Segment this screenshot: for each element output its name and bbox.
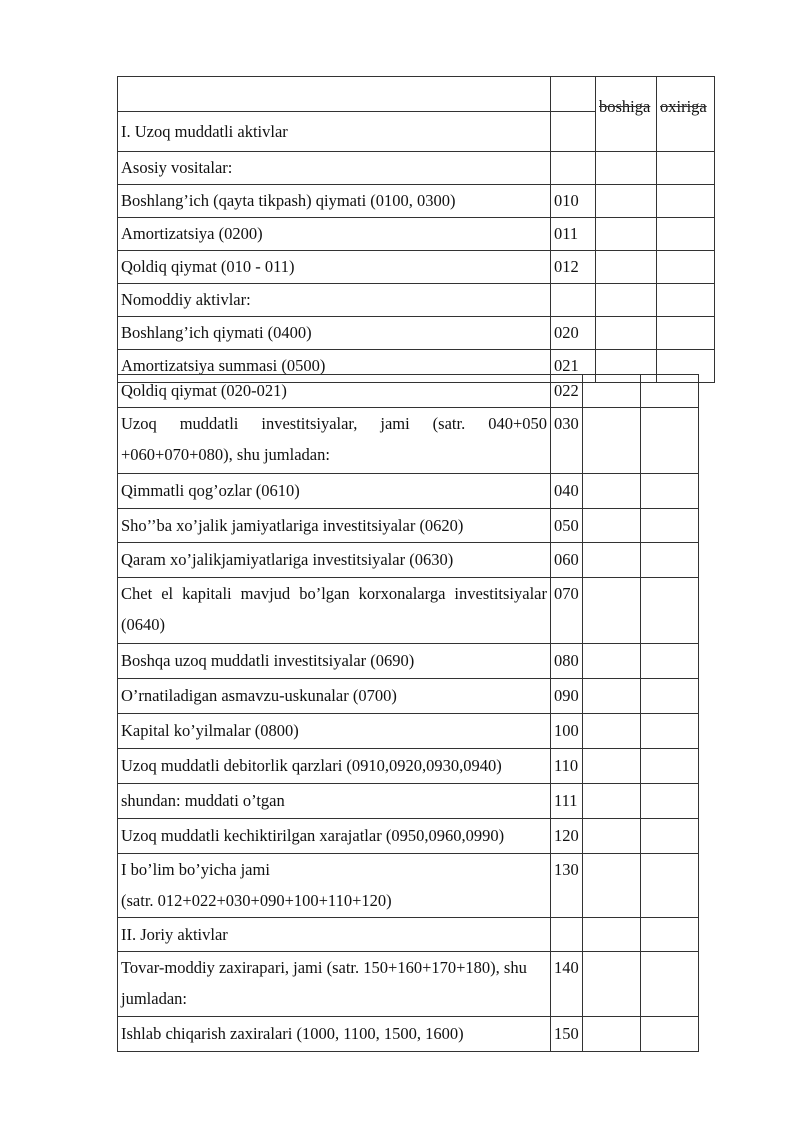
row-boshiga-cell <box>583 408 641 474</box>
row-label: Ishlab chiqarish zaxiralari (1000, 1100, 1500, 1600) <box>118 1017 551 1052</box>
table-row <box>118 251 715 284</box>
table-row <box>118 408 699 474</box>
row-code: 111 <box>551 784 583 819</box>
row-oxiriga-cell <box>657 218 715 251</box>
row-boshiga-cell <box>583 749 641 784</box>
row-oxiriga-cell <box>657 251 715 284</box>
header-empty-code-cell <box>551 77 596 112</box>
row-label: I bo’lim bo’yicha jami <box>121 860 270 879</box>
row-boshiga-cell <box>583 918 641 952</box>
table-row <box>118 1017 699 1052</box>
row-oxiriga-cell <box>641 854 699 918</box>
table-row <box>118 679 699 714</box>
header-oxiriga-label: oxiriga <box>660 97 707 116</box>
row-label: Boshqa uzoq muddatli investitsiyalar (0690) <box>118 644 551 679</box>
table-header-row <box>118 77 715 112</box>
row-boshiga-cell <box>596 317 657 350</box>
row-boshiga-cell <box>583 509 641 543</box>
row-oxiriga-cell <box>657 152 715 185</box>
row-boshiga-cell <box>583 644 641 679</box>
table-row <box>118 819 699 854</box>
row-code: 100 <box>551 714 583 749</box>
row-boshiga-cell <box>596 152 657 185</box>
row-code: 022 <box>551 375 583 408</box>
row-code <box>551 152 596 185</box>
table-row <box>118 317 715 350</box>
table-row <box>118 854 699 918</box>
row-label: Chet el kapitali mavjud bo’lgan korxonalarga investitsiyalar (0640) <box>118 578 551 644</box>
row-label: Qoldiq qiymat (010 - 011) <box>118 251 551 284</box>
row-label: II. Joriy aktivlar <box>118 918 551 952</box>
row-boshiga-cell <box>596 284 657 317</box>
row-label: Uzoq muddatli investitsiyalar, jami (satr. 040+050 +060+070+080), shu jumladan: <box>118 408 551 474</box>
row-label: shundan: muddati o’tgan <box>118 784 551 819</box>
row-label: Nomoddiy aktivlar: <box>118 284 551 317</box>
row-boshiga-cell <box>596 218 657 251</box>
row-boshiga-cell <box>583 375 641 408</box>
row-boshiga-cell <box>583 543 641 578</box>
row-code: 011 <box>551 218 596 251</box>
row-label-cell <box>118 854 551 918</box>
row-code: 090 <box>551 679 583 714</box>
table-row <box>118 714 699 749</box>
table-row <box>118 784 699 819</box>
row-code: 021 <box>551 350 596 383</box>
row-label: Qimmatli qog’ozlar (0610) <box>118 474 551 509</box>
header-oxiriga-cell <box>657 77 715 152</box>
row-code: 070 <box>551 578 583 644</box>
row-label: Boshlang’ich qiymati (0400) <box>118 317 551 350</box>
row-code <box>551 918 583 952</box>
balance-table-upper <box>117 76 715 383</box>
row-label: Tovar-moddiy zaxirapari, jami (satr. 150+160+170+180), shu jumladan: <box>118 952 551 1017</box>
header-boshiga-cell <box>596 77 657 152</box>
row-code: 040 <box>551 474 583 509</box>
table-row <box>118 152 715 185</box>
table-row <box>118 375 699 408</box>
row-boshiga-cell <box>583 474 641 509</box>
row-oxiriga-cell <box>641 474 699 509</box>
row-boshiga-cell <box>583 784 641 819</box>
row-code: 020 <box>551 317 596 350</box>
row-boshiga-cell <box>596 185 657 218</box>
row-oxiriga-cell <box>641 543 699 578</box>
row-code: 150 <box>551 1017 583 1052</box>
row-label: Sho’’ba xo’jalik jamiyatlariga investitsiyalar (0620) <box>118 509 551 543</box>
row-boshiga-cell <box>583 714 641 749</box>
table-row <box>118 474 699 509</box>
row-boshiga-cell <box>583 578 641 644</box>
row-label: O’rnatiladigan asmavzu-uskunalar (0700) <box>118 679 551 714</box>
row-code: 030 <box>551 408 583 474</box>
table-row <box>118 543 699 578</box>
row-label: Uzoq muddatli kechiktirilgan xarajatlar (0950,0960,0990) <box>118 819 551 854</box>
row-label: Uzoq muddatli debitorlik qarzlari (0910,0920,0930,0940) <box>118 749 551 784</box>
header-boshiga-label: boshiga <box>599 97 651 116</box>
table-row <box>118 284 715 317</box>
row-oxiriga-cell <box>641 375 699 408</box>
header-empty-label-cell <box>118 77 551 112</box>
row-oxiriga-cell <box>657 185 715 218</box>
table-row <box>118 952 699 1017</box>
row-label: I. Uzoq muddatli aktivlar <box>118 112 551 152</box>
row-label: Asosiy vositalar: <box>118 152 551 185</box>
row-boshiga-cell <box>583 1017 641 1052</box>
row-oxiriga-cell <box>641 509 699 543</box>
row-code: 140 <box>551 952 583 1017</box>
row-label: Kapital ko’yilmalar (0800) <box>118 714 551 749</box>
row-label: Qaram xo’jalikjamiyatlariga investitsiyalar (0630) <box>118 543 551 578</box>
table-row <box>118 644 699 679</box>
row-oxiriga-cell <box>641 714 699 749</box>
row-label: Amortizatsiya summasi (0500) <box>118 350 551 383</box>
table-row <box>118 918 699 952</box>
row-code: 010 <box>551 185 596 218</box>
row-oxiriga-cell <box>641 918 699 952</box>
row-label: Amortizatsiya (0200) <box>118 218 551 251</box>
row-oxiriga-cell <box>641 784 699 819</box>
row-code <box>551 284 596 317</box>
row-boshiga-cell <box>596 251 657 284</box>
row-oxiriga-cell <box>641 749 699 784</box>
row-code: 120 <box>551 819 583 854</box>
row-code: 060 <box>551 543 583 578</box>
row-label-formula: (satr. 012+022+030+090+100+110+120) <box>121 891 392 910</box>
row-oxiriga-cell <box>641 679 699 714</box>
table-row <box>118 218 715 251</box>
row-label: Boshlang’ich (qayta tikpash) qiymati (0100, 0300) <box>118 185 551 218</box>
row-code: 050 <box>551 509 583 543</box>
table-row <box>118 749 699 784</box>
row-code: 130 <box>551 854 583 918</box>
row-oxiriga-cell <box>641 819 699 854</box>
table-row <box>118 578 699 644</box>
row-oxiriga-cell <box>641 644 699 679</box>
row-boshiga-cell <box>583 952 641 1017</box>
table-row <box>118 185 715 218</box>
balance-table-lower <box>117 374 699 1052</box>
row-oxiriga-cell <box>641 408 699 474</box>
table-row <box>118 509 699 543</box>
row-code: 012 <box>551 251 596 284</box>
row-oxiriga-cell <box>641 1017 699 1052</box>
row-boshiga-cell <box>583 679 641 714</box>
row-code <box>551 112 596 152</box>
row-oxiriga-cell <box>657 317 715 350</box>
row-boshiga-cell <box>583 854 641 918</box>
row-label: Qoldiq qiymat (020-021) <box>118 375 551 408</box>
row-boshiga-cell <box>583 819 641 854</box>
row-code: 110 <box>551 749 583 784</box>
row-oxiriga-cell <box>641 578 699 644</box>
row-code: 080 <box>551 644 583 679</box>
row-oxiriga-cell <box>657 284 715 317</box>
row-oxiriga-cell <box>641 952 699 1017</box>
